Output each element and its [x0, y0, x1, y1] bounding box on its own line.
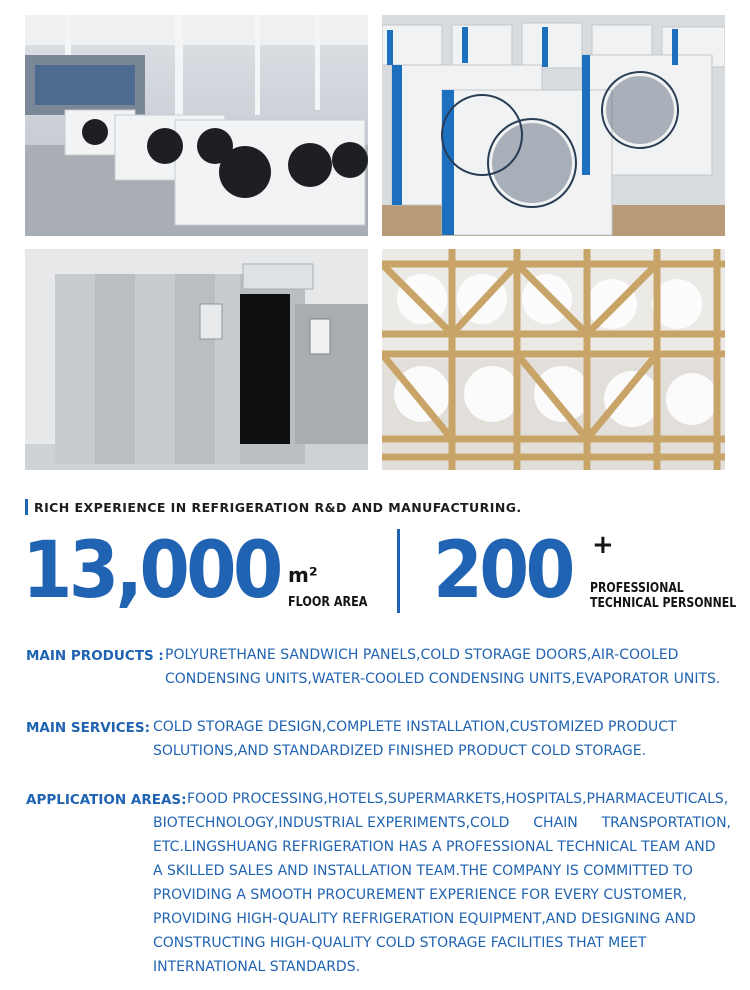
crated-units-photo [382, 249, 725, 470]
condensing-units-photo [382, 15, 725, 236]
application-areas-label: APPLICATION AREAS: [26, 792, 187, 808]
application-areas-line: FOOD PROCESSING,HOTELS,SUPERMARKETS,HOSPITALS,PHARMACEUTICALS, [187, 791, 729, 807]
floor-area-unit: m² [288, 563, 318, 587]
headline-text: RICH EXPERIENCE IN REFRIGERATION R&D AND MANUFACTURING. [34, 499, 522, 515]
application-areas-word: BIOTECHNOLOGY,INDUSTRIAL EXPERIMENTS,COLD [153, 815, 510, 831]
application-areas-line: INTERNATIONAL STANDARDS. [153, 959, 361, 975]
crated-units-pallets-icon [382, 249, 725, 470]
application-areas-line: CONSTRUCTING HIGH-QUALITY COLD STORAGE FACILITIES THAT MEET [153, 935, 647, 951]
main-products-line: CONDENSING UNITS,WATER-COOLED CONDENSING UNITS,EVAPORATOR UNITS. [165, 671, 721, 687]
main-products-label: MAIN PRODUCTS : [26, 648, 164, 664]
cold-storage-room-icon [25, 249, 368, 470]
personnel-label-line1: PROFESSIONAL [590, 581, 684, 596]
application-areas-word: CHAIN [533, 815, 578, 831]
main-products-line: POLYURETHANE SANDWICH PANELS,COLD STORAGE DOORS,AIR-COOLED [165, 647, 679, 663]
section-headline [25, 499, 522, 515]
main-services-label: MAIN SERVICES: [26, 720, 150, 736]
application-areas-line: PROVIDING A SMOOTH PROCUREMENT EXPERIENCE FOR EVERY CUSTOMER, [153, 887, 687, 903]
main-services-line: COLD STORAGE DESIGN,COMPLETE INSTALLATION,CUSTOMIZED PRODUCT [153, 719, 677, 735]
application-areas-justified-line [153, 815, 731, 831]
stats-divider [397, 529, 400, 613]
headline-accent-bar [25, 499, 28, 515]
evaporator-units-warehouse-icon [25, 15, 368, 236]
floor-area-label: FLOOR AREA [288, 595, 368, 610]
floor-area-value: 13,000 [22, 526, 280, 616]
application-areas-word: TRANSPORTATION, [601, 815, 731, 831]
application-areas-line: PROVIDING HIGH-QUALITY REFRIGERATION EQUIPMENT,AND DESIGNING AND [153, 911, 696, 927]
application-areas-line: ETC.LINGSHUANG REFRIGERATION HAS A PROFESSIONAL TECHNICAL TEAM AND [153, 839, 716, 855]
evaporator-units-photo [25, 15, 368, 236]
personnel-value: 200 [433, 526, 572, 616]
personnel-plus-suffix: + [592, 530, 614, 560]
condensing-units-rows-icon [382, 15, 725, 236]
application-areas-line: A SKILLED SALES AND INSTALLATION TEAM.THE COMPANY IS COMMITTED TO [153, 863, 693, 879]
main-services-line: SOLUTIONS,AND STANDARDIZED FINISHED PRODUCT COLD STORAGE. [153, 743, 647, 759]
personnel-label-line2: TECHNICAL PERSONNEL [590, 596, 737, 611]
cold-storage-room-photo [25, 249, 368, 470]
